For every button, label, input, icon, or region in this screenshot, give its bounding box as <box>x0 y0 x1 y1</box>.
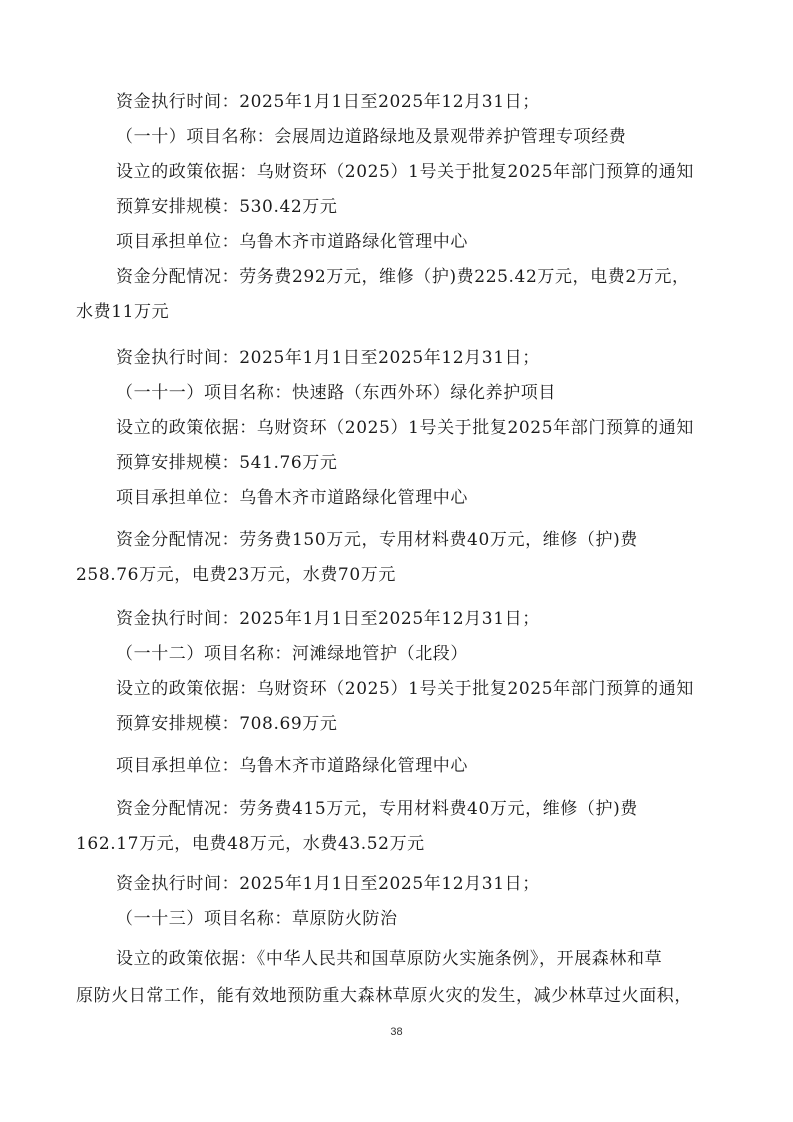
paragraph-line: 预算安排规模：708.69万元 <box>116 714 338 734</box>
paragraph-line: 预算安排规模：530.42万元 <box>116 197 338 217</box>
project-title-line: （一十二）项目名称：河滩绿地管护（北段） <box>116 644 468 664</box>
project-title-line: （一十一）项目名称：快速路（东西外环）绿化养护项目 <box>116 383 556 403</box>
paragraph-continuation-line: 原防火日常工作，能有效地预防重大森林草原火灾的发生，减少林草过火面积， <box>76 986 692 1006</box>
paragraph-line: 设立的政策依据：乌财资环（2025）1号关于批复2025年部门预算的通知 <box>116 679 694 699</box>
paragraph-line: 项目承担单位：乌鲁木齐市道路绿化管理中心 <box>116 232 468 252</box>
paragraph-line: 资金执行时间：2025年1月1日至2025年12月31日； <box>116 874 540 894</box>
paragraph-line: 资金执行时间：2025年1月1日至2025年12月31日； <box>116 92 540 112</box>
paragraph-line: 资金分配情况：劳务费415万元，专用材料费40万元，维修（护)费 <box>116 799 638 819</box>
paragraph-line: 项目承担单位：乌鲁木齐市道路绿化管理中心 <box>116 756 468 776</box>
paragraph-line: 设立的政策依据：乌财资环（2025）1号关于批复2025年部门预算的通知 <box>116 418 694 438</box>
paragraph-line: 设立的政策依据：乌财资环（2025）1号关于批复2025年部门预算的通知 <box>116 162 694 182</box>
project-title-line: （一十三）项目名称：草原防火防治 <box>116 909 398 929</box>
paragraph-line: 预算安排规模：541.76万元 <box>116 453 338 473</box>
paragraph-line: 资金分配情况：劳务费292万元，维修（护)费225.42万元，电费2万元， <box>116 267 690 287</box>
project-title-line: （一十）项目名称：会展周边道路绿地及景观带养护管理专项经费 <box>116 127 627 147</box>
page-number: 38 <box>390 1026 403 1038</box>
paragraph-line: 设立的政策依据：《中华人民共和国草原防火实施条例》，开展森林和草 <box>116 949 663 969</box>
paragraph-line: 资金分配情况：劳务费150万元，专用材料费40万元，维修（护)费 <box>116 530 638 550</box>
paragraph-continuation-line: 258.76万元，电费23万元，水费70万元 <box>76 565 396 585</box>
paragraph-line: 资金执行时间：2025年1月1日至2025年12月31日； <box>116 609 540 629</box>
paragraph-continuation-line: 162.17万元，电费48万元，水费43.52万元 <box>76 834 425 854</box>
paragraph-line: 项目承担单位：乌鲁木齐市道路绿化管理中心 <box>116 488 468 508</box>
paragraph-line: 资金执行时间：2025年1月1日至2025年12月31日； <box>116 348 540 368</box>
paragraph-continuation-line: 水费11万元 <box>76 302 170 322</box>
